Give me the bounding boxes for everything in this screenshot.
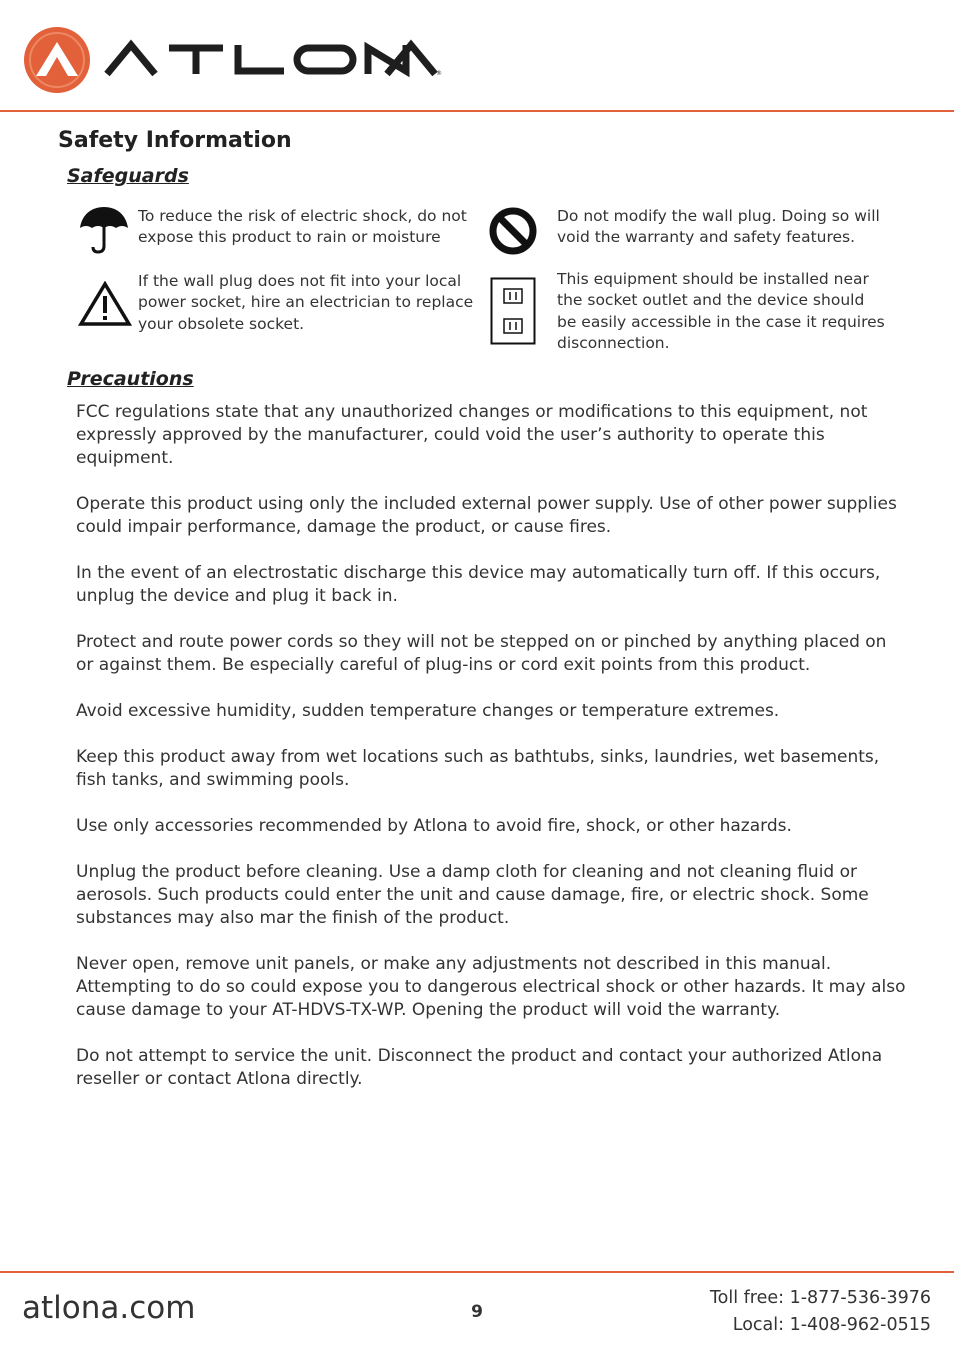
precaution-paragraph: Operate this product using only the included external power supply. Use of other power supplies could impair performance, damage the product, or cause fires. (76, 494, 897, 537)
safeguards-heading: Safeguards (67, 165, 189, 187)
safeguard-text: Do not modify the wall plug. Doing so will void the warranty and safety features. (557, 207, 880, 247)
safeguard-text: This equipment should be installed near the socket outlet and the device should be easily accessible in the case it requires disconnection. (557, 270, 885, 352)
footer-website: atlona.com (22, 1290, 196, 1326)
page-number: 9 (471, 1302, 483, 1322)
precaution-paragraph: Use only accessories recommended by Atlona to avoid fire, shock, or other hazards. (76, 816, 792, 836)
logo-wordmark (107, 45, 435, 74)
page-title: Safety Information (58, 128, 292, 153)
precaution-paragraph: Never open, remove unit panels, or make any adjustments not described in this manual. Attempting to do so could expose you to dangerous electrical shock or other hazards. It may also cause damage to your AT-HDVS-TX-WP. Opening the product will void the warranty. (76, 954, 906, 1020)
safeguard-item (78, 271, 478, 337)
precautions-heading: Precautions (67, 368, 194, 390)
toll-free-phone: Toll free: 1-877-536-3976 (709, 1288, 931, 1308)
safeguard-item (490, 269, 890, 355)
precaution-paragraph: Keep this product away from wet locations such as bathtubs, sinks, laundries, wet basements, fish tanks, and swimming pools. (76, 747, 880, 790)
precautions-list (76, 401, 906, 1114)
no-symbol-icon (488, 206, 538, 256)
precaution-paragraph: Protect and route power cords so they will not be stepped on or pinched by anything placed on or against them. Be especially careful of plug-ins or cord exit points from this product. (76, 632, 887, 675)
safeguard-text: To reduce the risk of electric shock, do not expose this product to rain or moisture (138, 207, 467, 247)
precaution-paragraph: In the event of an electrostatic discharge this device may automatically turn off. If this occurs, unplug the device and plug it back in. (76, 563, 881, 606)
atlona-logo (22, 24, 442, 96)
footer-contact (710, 1285, 931, 1339)
precaution-paragraph: FCC regulations state that any unauthorized changes or modifications to this equipment, not expressly approved by the manufacturer, could void the user’s authority to operate this equipment. (76, 402, 868, 468)
precaution-paragraph: Unplug the product before cleaning. Use a damp cloth for cleaning and not cleaning fluid or aerosols. Such products could enter the unit and cause damage, fire, or electric shock. Some substances may also mar the finish of the product. (76, 862, 869, 928)
warning-triangle-icon (78, 281, 132, 327)
local-phone: Local: 1-408-962-0515 (732, 1315, 931, 1335)
footer-divider (0, 1271, 954, 1273)
safeguard-item (78, 206, 478, 254)
umbrella-icon (78, 206, 130, 254)
precaution-paragraph: Avoid excessive humidity, sudden temperature changes or temperature extremes. (76, 701, 780, 721)
power-outlet-icon (490, 277, 536, 347)
header-divider (0, 110, 954, 112)
safeguard-item (488, 206, 888, 258)
logo-mark-icon (24, 27, 90, 93)
precaution-paragraph: Do not attempt to service the unit. Disconnect the product and contact your authorized Atlona reseller or contact Atlona directly. (76, 1046, 883, 1089)
registered-mark: ® (436, 70, 442, 77)
safeguard-text: If the wall plug does not fit into your local power socket, hire an electrician to replace your obsolete socket. (138, 272, 474, 333)
